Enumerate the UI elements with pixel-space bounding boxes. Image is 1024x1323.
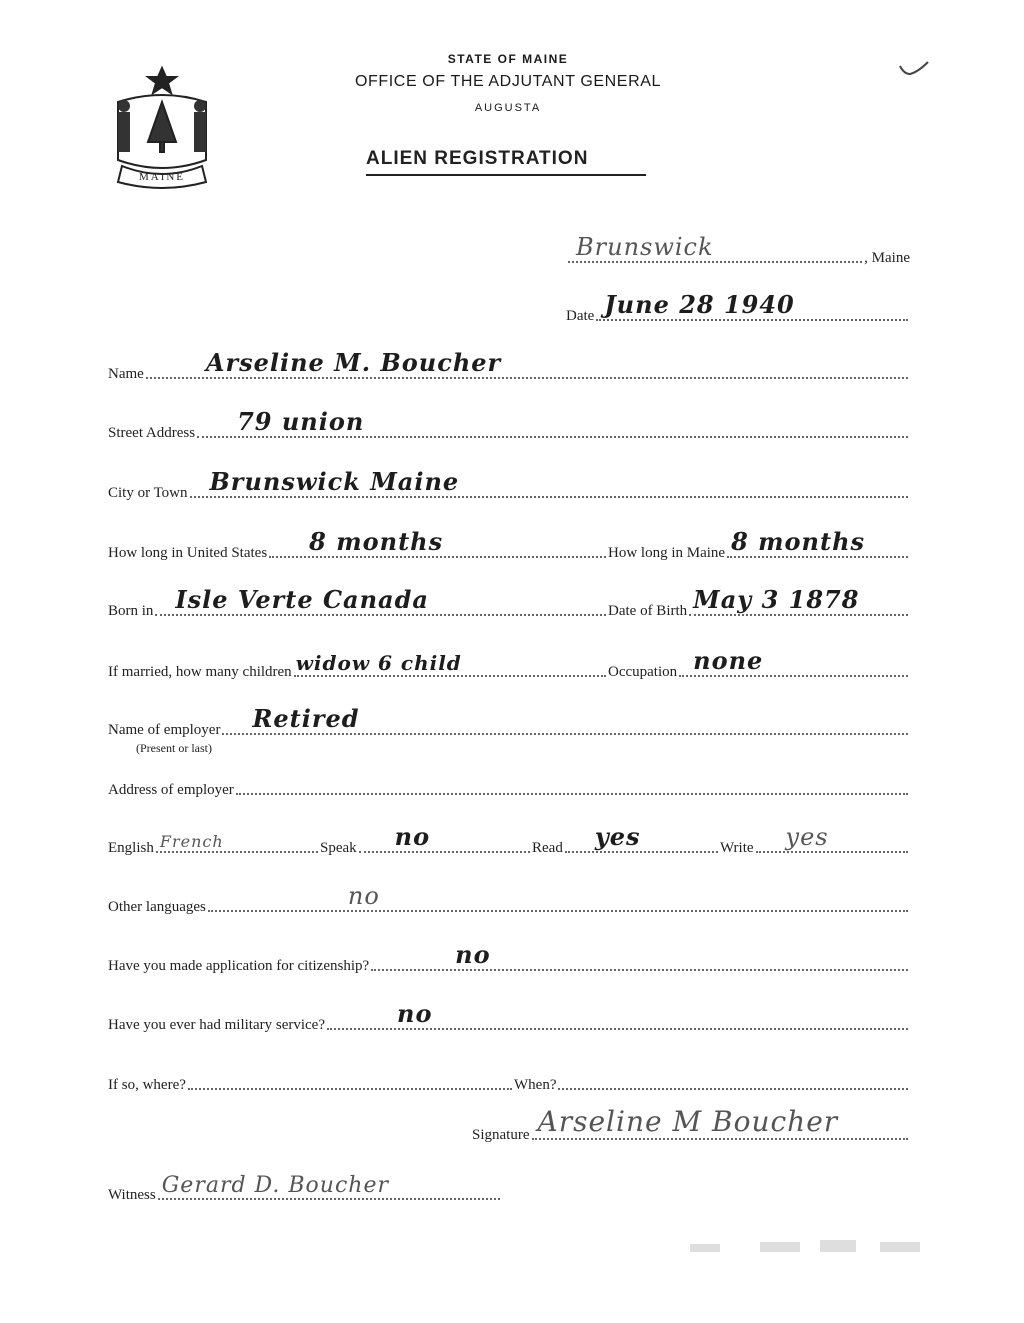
date-value: June 28 1940 — [604, 290, 795, 319]
military-line[interactable] — [327, 999, 908, 1030]
city-line[interactable] — [190, 467, 908, 498]
where-label: If so, where? — [108, 1077, 186, 1093]
english-line[interactable] — [156, 832, 318, 853]
children-field — [108, 651, 608, 681]
city-heading: AUGUSTA — [474, 102, 542, 114]
title-underline — [366, 174, 646, 176]
signature-value: Arseline M Boucher — [537, 1105, 839, 1138]
other-languages-line[interactable] — [208, 882, 908, 912]
date-line[interactable] — [596, 290, 908, 321]
occupation-line[interactable] — [679, 646, 908, 677]
write-field — [720, 823, 910, 857]
name-value: Arseline M. Boucher — [205, 348, 502, 377]
speak-line[interactable] — [359, 822, 530, 853]
state-heading: STATE OF MAINE — [447, 52, 569, 66]
signature-line[interactable] — [532, 1105, 909, 1140]
employer-sublabel: (Present or last) — [136, 741, 212, 755]
employer-address-label: Address of employer — [108, 782, 234, 798]
write-line[interactable] — [756, 823, 908, 853]
employer-address-field — [108, 782, 910, 799]
speak-label: Speak — [320, 840, 357, 856]
signature-field — [472, 1105, 910, 1144]
military-label: Have you ever had military service? — [108, 1017, 325, 1033]
maine-duration-value: 8 months — [731, 527, 866, 556]
date-label: Date — [566, 308, 595, 324]
name-label: Name — [108, 366, 144, 382]
maine-duration-field — [608, 527, 910, 562]
born-field — [108, 585, 608, 620]
born-value: Isle Verte Canada — [175, 585, 429, 614]
children-value: widow 6 child — [295, 651, 462, 675]
english-value: French — [159, 832, 224, 851]
where-line[interactable] — [188, 1087, 512, 1090]
city-value: Brunswick Maine — [209, 467, 460, 496]
office-heading: OFFICE OF THE ADJUTANT GENERAL — [354, 73, 662, 90]
other-languages-label: Other languages — [108, 899, 206, 915]
military-value: no — [397, 999, 433, 1028]
born-label: Born in — [108, 603, 154, 619]
employer-line[interactable] — [222, 704, 908, 735]
read-line[interactable] — [565, 822, 718, 853]
where-field — [108, 1077, 514, 1094]
dob-value: May 3 1878 — [693, 585, 860, 614]
employer-field — [108, 704, 910, 739]
street-label: Street Address — [108, 425, 196, 441]
us-duration-label: How long in United States — [108, 545, 268, 561]
check-mark-icon — [898, 60, 930, 76]
witness-field — [108, 1173, 502, 1204]
english-label: English — [108, 840, 154, 856]
place-value: Brunswick — [576, 233, 714, 261]
occupation-value: none — [693, 646, 764, 675]
maine-duration-line[interactable] — [727, 527, 908, 558]
children-label: If married, how many children — [108, 664, 292, 680]
street-line[interactable] — [197, 407, 908, 438]
citizenship-label: Have you made application for citizenship? — [108, 958, 370, 974]
place-suffix: , Maine — [864, 250, 910, 266]
maine-state-seal — [108, 62, 216, 190]
born-line[interactable] — [155, 585, 606, 616]
witness-label: Witness — [108, 1187, 156, 1203]
form-title: ALIEN REGISTRATION — [366, 148, 589, 169]
dob-label: Date of Birth — [608, 603, 688, 619]
when-line[interactable] — [558, 1087, 908, 1090]
faint-stamp-mark — [690, 1236, 930, 1260]
dob-line[interactable] — [689, 585, 908, 616]
citizenship-field — [108, 940, 910, 975]
city-label: City or Town — [108, 485, 188, 501]
name-line[interactable] — [146, 348, 908, 379]
date-field — [566, 290, 910, 325]
write-label: Write — [720, 840, 754, 856]
employer-address-line[interactable] — [236, 792, 908, 795]
maine-duration-label: How long in Maine — [608, 545, 726, 561]
employer-value: Retired — [252, 704, 360, 733]
english-field — [108, 832, 320, 857]
name-field — [108, 348, 910, 383]
children-line[interactable] — [294, 651, 606, 677]
city-field — [108, 467, 910, 502]
read-value: yes — [594, 822, 641, 851]
speak-field — [320, 822, 532, 857]
write-value: yes — [785, 823, 829, 851]
citizenship-value: no — [455, 940, 491, 969]
seal-label: MAINE — [138, 171, 186, 183]
read-field — [532, 822, 720, 857]
other-languages-value: no — [347, 882, 380, 910]
citizenship-line[interactable] — [371, 940, 908, 971]
signature-label: Signature — [472, 1127, 530, 1143]
when-field — [514, 1077, 910, 1094]
witness-value: Gerard D. Boucher — [161, 1173, 390, 1198]
speak-value: no — [394, 822, 431, 851]
occupation-label: Occupation — [608, 664, 678, 680]
witness-line[interactable] — [158, 1173, 500, 1200]
other-languages-field — [108, 882, 910, 916]
street-value: 79 union — [237, 407, 365, 436]
dob-field — [608, 585, 910, 620]
employer-label: Name of employer — [108, 722, 221, 738]
when-label: When? — [514, 1077, 557, 1093]
occupation-field — [608, 646, 910, 681]
military-field — [108, 999, 910, 1034]
place-line[interactable] — [568, 233, 862, 263]
us-duration-value: 8 months — [309, 527, 444, 556]
us-duration-line[interactable] — [269, 527, 606, 558]
place-field — [566, 233, 910, 267]
street-field — [108, 407, 910, 442]
us-duration-field — [108, 527, 608, 562]
read-label: Read — [532, 840, 563, 856]
